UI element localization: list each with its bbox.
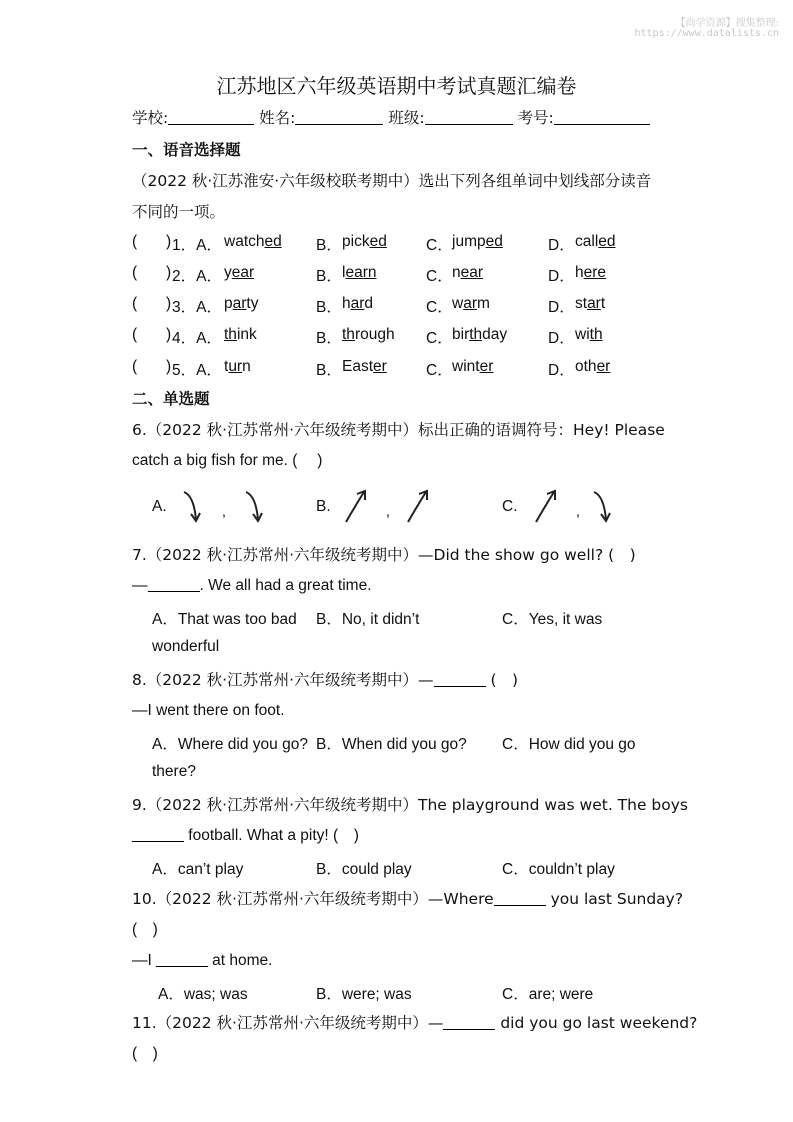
option-b-label: B． — [316, 362, 342, 379]
q6-option-c-comma: , — [576, 503, 580, 519]
word-part-pre: l — [342, 264, 346, 281]
word-part-mid: th — [342, 326, 355, 343]
watermark-line-2: https://www.datalists.cn — [634, 28, 779, 39]
word-part-post: ink — [236, 326, 257, 343]
word-part-pre: wint — [452, 358, 480, 375]
answer-paren-close: ) — [166, 326, 172, 343]
name-field[interactable] — [295, 108, 383, 125]
word-part-pre: h — [342, 295, 351, 312]
q7-option-a[interactable]: A．That was too bad — [152, 611, 297, 628]
word-part-mid: ear — [231, 264, 255, 281]
word-part-mid: th — [469, 326, 483, 343]
option-a-word[interactable] — [224, 326, 257, 344]
q6-option-a-marks[interactable] — [180, 488, 270, 526]
option-d-word[interactable] — [575, 295, 605, 313]
q6-option-c-marks[interactable] — [532, 488, 618, 526]
answer-paren-close: ) — [166, 264, 172, 281]
word-part-pre: p — [224, 295, 233, 312]
answer-paren-close: ) — [166, 233, 172, 250]
option-a-word[interactable] — [224, 264, 254, 282]
answer-paren-open[interactable]: ( — [132, 264, 138, 281]
option-c-word[interactable] — [452, 295, 490, 313]
option-b-label: B． — [316, 268, 342, 285]
q9-line-2-text: football. What a pity! ( ) — [184, 827, 359, 844]
section-1-instruction-2: 不同的一项。 — [132, 203, 226, 221]
q9-stem-line-1: 9.（2022 秋·江苏常州·六年级统考期中）The playground was wet. The boys — [132, 796, 689, 814]
word-part-mid: th — [589, 326, 603, 343]
word-part-mid: ed — [485, 233, 503, 250]
option-a-word[interactable] — [224, 233, 282, 251]
answer-paren-close: ) — [166, 358, 172, 375]
option-b-word[interactable] — [342, 326, 395, 344]
word-part-mid: ere — [583, 264, 607, 281]
q7-option-c-continued: wonderful — [152, 638, 220, 655]
class-field[interactable] — [425, 108, 513, 125]
word-part-pre: h — [575, 264, 584, 281]
word-part-mid: ed — [598, 233, 616, 250]
question-number: 1．A． — [172, 237, 222, 254]
section-1-heading: 一、语音选择题 — [132, 141, 241, 159]
section-2-heading: 二、单选题 — [132, 390, 210, 408]
word-part-pre: jump — [452, 233, 486, 250]
q10-blank-2[interactable] — [156, 950, 208, 967]
q11-line-1-text: 11.（2022 秋·江苏常州·六年级统考期中）— — [132, 1014, 444, 1032]
word-part-pre: watch — [224, 233, 265, 250]
option-b-label: B． — [316, 299, 342, 316]
question-number: 2．A． — [172, 268, 222, 285]
question-number: 5．A． — [172, 362, 222, 379]
q11-stem-line-1 — [132, 1012, 697, 1034]
answer-paren-open[interactable]: ( — [132, 233, 138, 250]
option-c-word[interactable] — [452, 358, 493, 376]
word-part-mid: ed — [264, 233, 282, 250]
word-part-mid: er — [479, 358, 494, 375]
word-part-post: m — [477, 295, 490, 312]
q9-option-c[interactable]: C．couldn’t play — [502, 861, 615, 878]
word-part-mid: ar — [350, 295, 365, 312]
word-part-mid: er — [596, 358, 611, 375]
q8-stem-line-1 — [132, 669, 518, 691]
option-c-word[interactable] — [452, 264, 483, 282]
option-d-label: D． — [548, 237, 575, 254]
word-part-mid: earn — [345, 264, 377, 281]
falling-arrow-icon — [246, 492, 262, 521]
option-b-word[interactable] — [342, 264, 376, 282]
rising-arrow-icon — [346, 491, 365, 522]
word-part-mid: ar — [587, 295, 601, 312]
word-part-mid: th — [224, 326, 237, 343]
word-part-pre: East — [342, 358, 374, 375]
number-label: 考号: — [517, 109, 554, 127]
option-b-word[interactable] — [342, 358, 387, 376]
q10-option-c[interactable]: C．are; were — [502, 986, 594, 1003]
q7-blank[interactable] — [148, 575, 200, 592]
word-part-mid: ear — [460, 264, 484, 281]
option-a-word[interactable] — [224, 295, 258, 313]
q10-option-b[interactable]: B．were; was — [316, 986, 412, 1003]
word-part-pre: call — [575, 233, 599, 250]
option-c-label: C． — [426, 362, 453, 379]
q9-stem-line-2 — [132, 825, 359, 847]
q7-stem-line-2 — [132, 575, 372, 597]
q6-stem-line-2: catch a big fish for me. ( ) — [132, 452, 323, 469]
school-label: 学校: — [132, 109, 169, 127]
q6-option-b-label: B. — [316, 498, 331, 515]
name-label: 姓名: — [259, 109, 296, 127]
q10-paren: ( ) — [132, 921, 158, 938]
rising-arrow-icon — [536, 491, 555, 522]
q11-blank[interactable] — [443, 1013, 495, 1030]
option-b-word[interactable] — [342, 233, 387, 251]
option-c-label: C． — [426, 299, 453, 316]
q10-line-3-end: at home. — [207, 952, 273, 969]
q10-line-1-end: you last Sunday? — [545, 890, 684, 908]
option-d-word[interactable] — [575, 233, 616, 251]
word-part-pre: pick — [342, 233, 370, 250]
word-part-pre: n — [452, 264, 461, 281]
option-c-label: C． — [426, 237, 453, 254]
answer-paren-close: ) — [166, 295, 172, 312]
q6-option-a-label: A. — [152, 498, 167, 515]
word-part-post: d — [364, 295, 374, 312]
q10-blank-1[interactable] — [494, 889, 546, 906]
word-part-mid: er — [373, 358, 387, 375]
q8-paren: ( ) — [485, 671, 519, 689]
page-title: 江苏地区六年级英语期中考试真题汇编卷 — [216, 74, 577, 98]
word-part-pre: t — [224, 358, 229, 375]
option-c-label: C． — [426, 330, 453, 347]
word-part-post: day — [482, 326, 508, 343]
option-d-word[interactable] — [575, 358, 610, 376]
q11-paren: ( ) — [132, 1045, 158, 1062]
q9-option-a[interactable]: A．can’t play — [152, 861, 244, 878]
q6-option-a-comma: , — [222, 503, 226, 519]
section-1-instruction-1: （2022 秋·江苏淮安·六年级校联考期中）选出下列各组单词中划线部分读音 — [132, 172, 652, 190]
rising-arrow-icon — [408, 491, 427, 522]
option-a-word[interactable] — [224, 358, 251, 376]
q6-stem-line-1: 6.（2022 秋·江苏常州·六年级统考期中）标出正确的语调符号：Hey! Please — [132, 421, 665, 439]
q6-option-b-marks[interactable] — [342, 488, 434, 526]
option-b-word[interactable] — [342, 295, 373, 313]
option-d-word[interactable] — [575, 264, 606, 282]
word-part-mid: ed — [369, 233, 387, 250]
info-line — [132, 107, 650, 129]
class-label: 班级: — [388, 109, 425, 127]
option-b-label: B． — [316, 237, 342, 254]
word-part-pre: y — [224, 264, 232, 281]
option-d-label: D． — [548, 362, 575, 379]
q6-option-b-comma: , — [386, 503, 390, 519]
falling-arrow-icon — [184, 492, 200, 521]
number-field[interactable] — [554, 108, 650, 125]
option-c-word[interactable] — [452, 233, 503, 251]
q6-option-c-label: C. — [502, 498, 518, 515]
option-c-word[interactable] — [452, 326, 507, 344]
word-part-mid: ar — [232, 295, 247, 312]
word-part-pre: w — [452, 295, 464, 312]
q10-line-3-text: —I — [132, 952, 152, 969]
answer-paren-open[interactable]: ( — [132, 326, 138, 343]
option-b-label: B． — [316, 330, 342, 347]
falling-arrow-icon — [594, 492, 610, 521]
q10-stem-line-1 — [132, 888, 683, 910]
word-part-pre: bir — [452, 326, 470, 343]
q8-option-c[interactable]: C．How did you go — [502, 736, 636, 753]
word-part-post: n — [242, 358, 251, 375]
question-number: 4．A． — [172, 330, 222, 347]
question-number: 3．A． — [172, 299, 222, 316]
q8-option-c-continued: there? — [152, 763, 196, 780]
q7-option-b[interactable]: B．No, it didn’t — [316, 611, 420, 628]
q9-blank[interactable] — [132, 825, 184, 842]
q10-stem-line-3 — [132, 950, 272, 972]
q7-option-c[interactable]: C．Yes, it was — [502, 611, 603, 628]
option-d-word[interactable] — [575, 326, 603, 344]
q7-stem-line-1: 7.（2022 秋·江苏常州·六年级统考期中）—Did the show go well? ( ) — [132, 546, 636, 564]
q11-line-1-end: did you go last weekend? — [495, 1014, 698, 1032]
watermark-line-1: 【尚学资源】搜集整理: — [675, 18, 779, 29]
q8-option-b[interactable]: B．When did you go? — [316, 736, 467, 753]
word-part-mid: ar — [463, 295, 477, 312]
q7-dash: — — [132, 577, 148, 594]
q8-line-1-text: 8.（2022 秋·江苏常州·六年级统考期中）— — [132, 671, 434, 689]
word-part-mid: ur — [228, 358, 243, 375]
word-part-post: t — [600, 295, 606, 312]
q9-option-b[interactable]: B．could play — [316, 861, 412, 878]
word-part-post: rough — [354, 326, 395, 343]
word-part-post: ty — [246, 295, 259, 312]
word-part-pre: st — [575, 295, 588, 312]
q7-line-2-text: . We all had a great time. — [199, 577, 372, 594]
option-d-label: D． — [548, 299, 575, 316]
answer-paren-open[interactable]: ( — [132, 295, 138, 312]
q8-stem-line-2: —I went there on foot. — [132, 702, 285, 719]
option-d-label: D． — [548, 268, 575, 285]
q8-option-a[interactable]: A．Where did you go? — [152, 736, 308, 753]
option-d-label: D． — [548, 330, 575, 347]
option-c-label: C． — [426, 268, 453, 285]
word-part-pre: oth — [575, 358, 597, 375]
answer-paren-open[interactable]: ( — [132, 358, 138, 375]
q10-option-a[interactable]: A．was; was — [158, 986, 248, 1003]
q10-line-1-text: 10.（2022 秋·江苏常州·六年级统考期中）—Where — [132, 890, 494, 908]
q8-blank[interactable] — [434, 670, 486, 687]
school-field[interactable] — [168, 108, 254, 125]
word-part-pre: wi — [575, 326, 590, 343]
